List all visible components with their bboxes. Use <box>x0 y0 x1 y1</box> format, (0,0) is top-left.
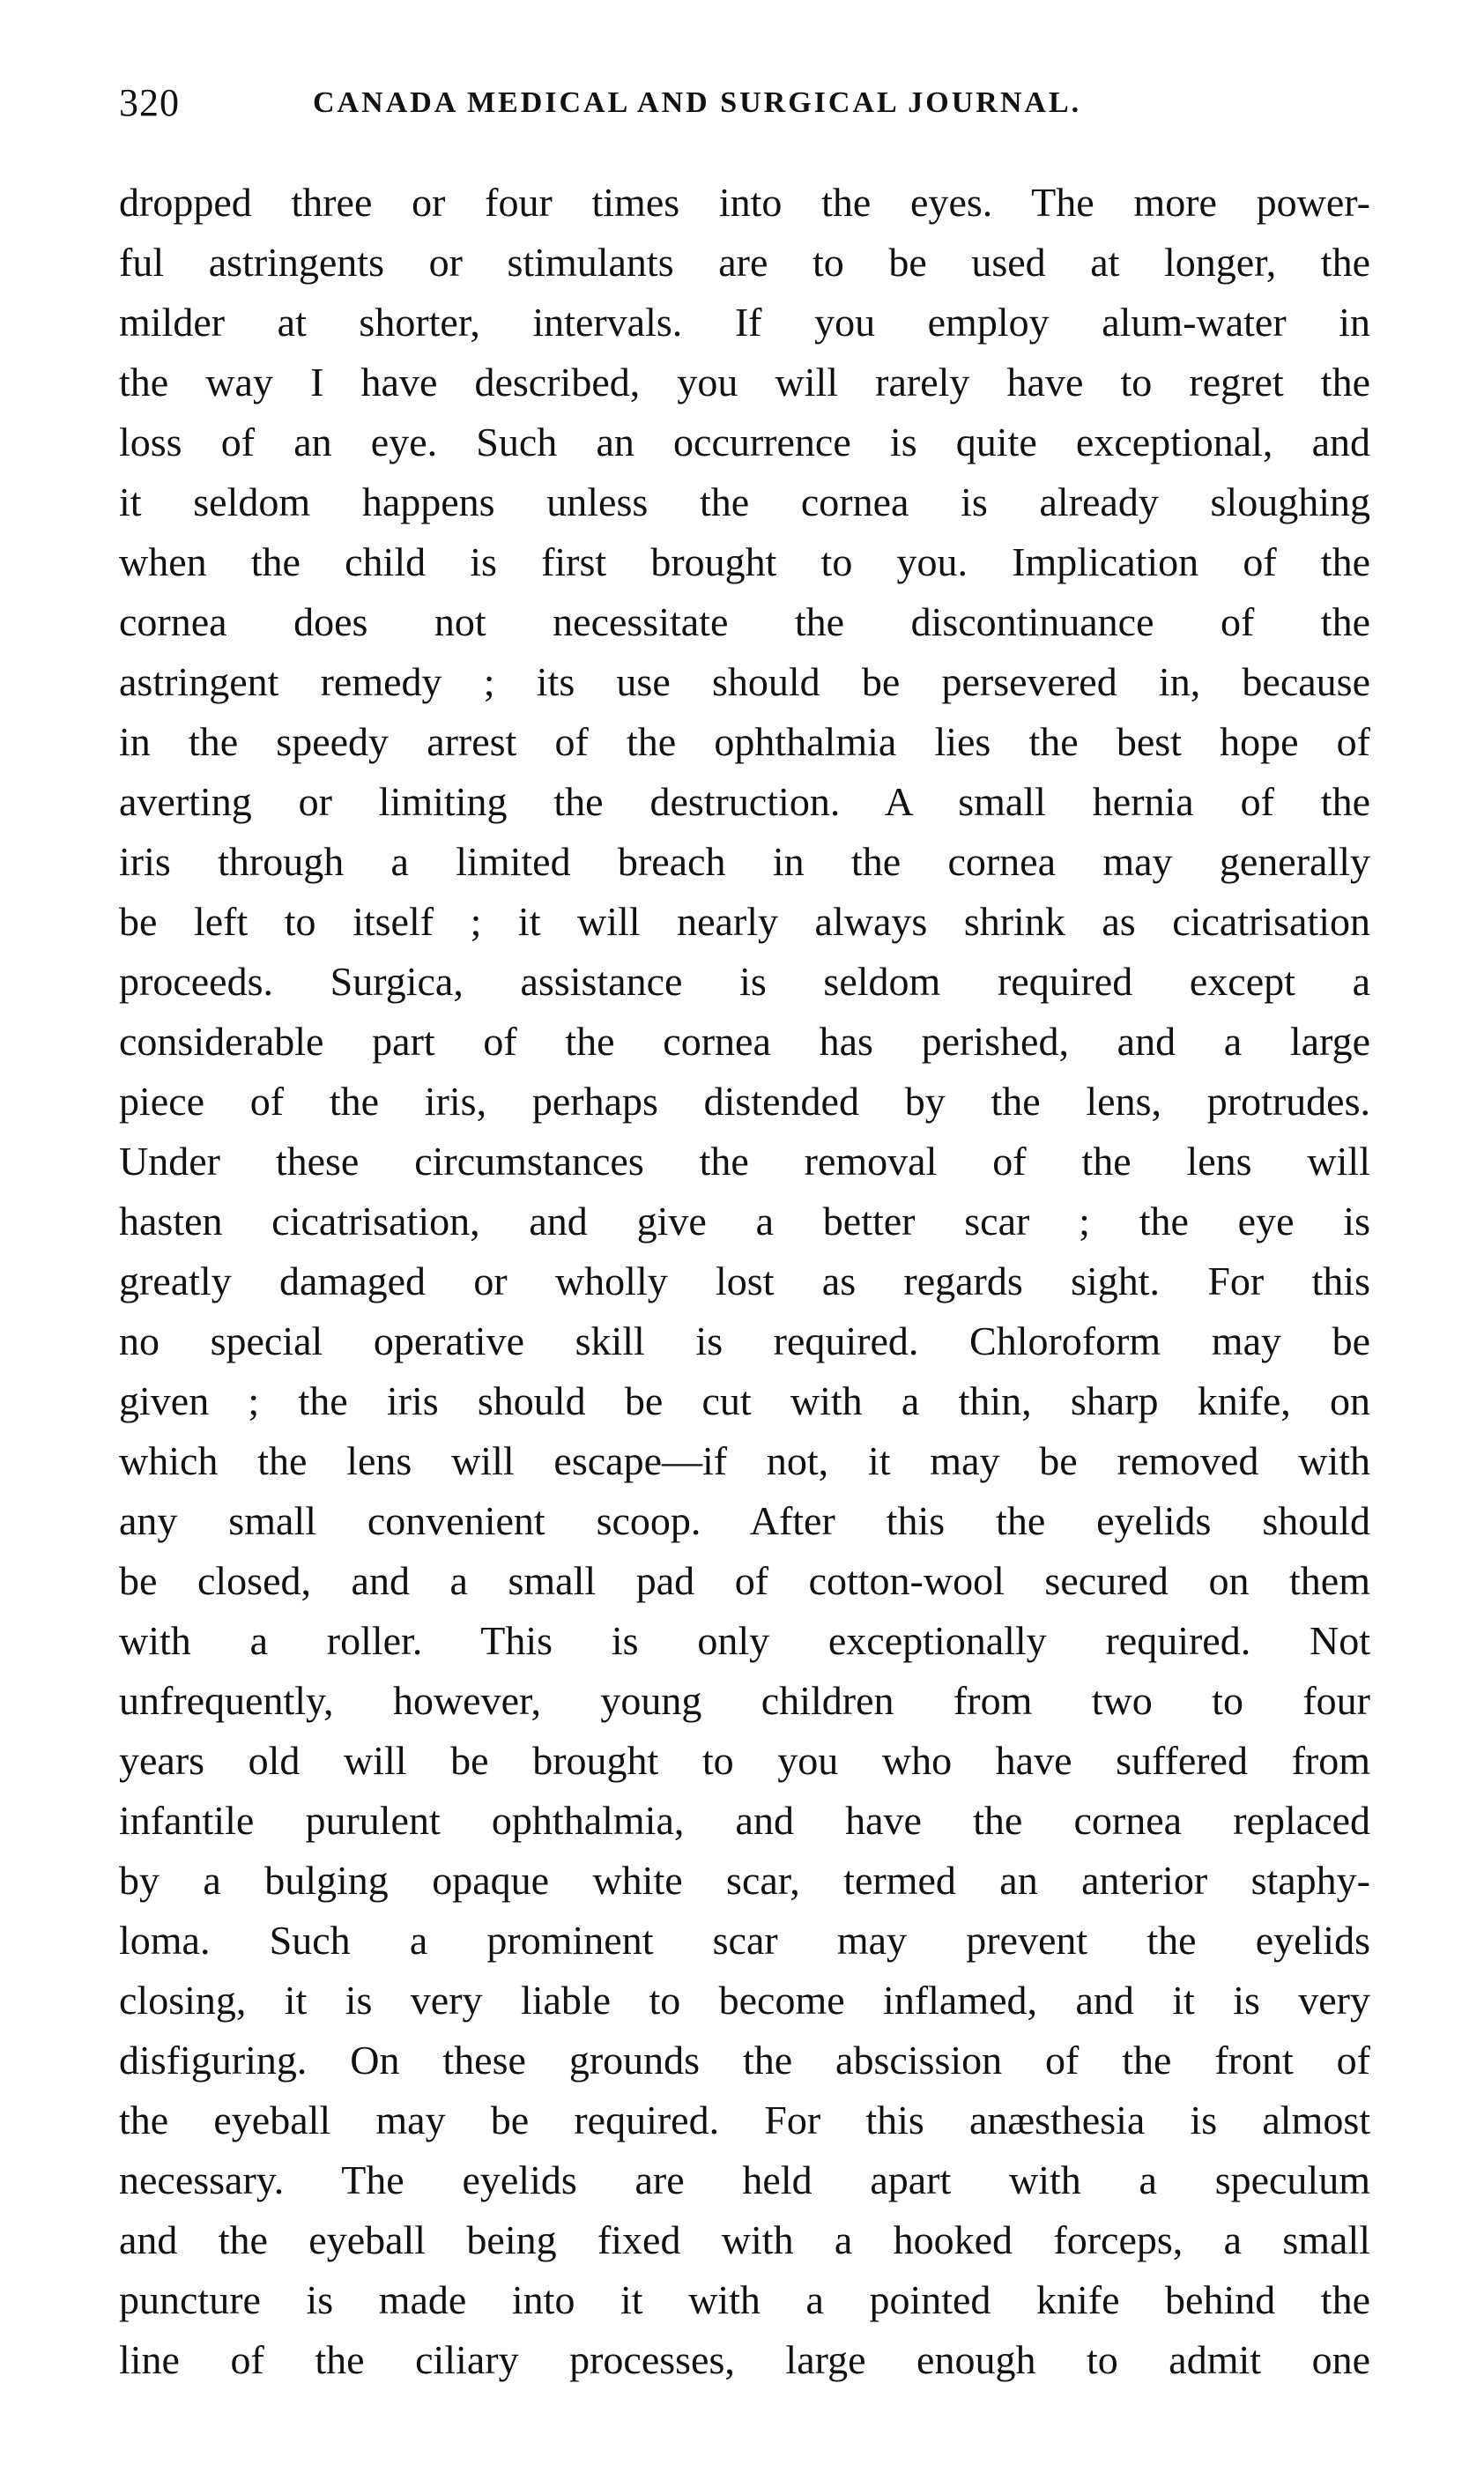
text-line: dropped three or four times into the eyes. The more power- <box>119 180 1370 225</box>
text-line: disfiguring. On these grounds the abscission of the front of <box>119 2038 1370 2083</box>
text-line: Under these circumstances the removal of the lens will <box>119 1139 1370 1184</box>
text-line: given ; the iris should be cut with a thin, sharp knife, on <box>119 1378 1370 1423</box>
text-line: line of the ciliary processes, large enough to admit one <box>119 2337 1370 2382</box>
text-line: averting or limiting the destruction. A small hernia of the <box>119 779 1370 824</box>
text-line: piece of the iris, perhaps distended by the lens, protrudes. <box>119 1079 1370 1124</box>
text-line: be left to itself ; it will nearly always shrink as cicatrisation <box>119 899 1370 944</box>
running-head: CANADA MEDICAL AND SURGICAL JOURNAL. <box>313 86 1082 119</box>
text-line: loma. Such a prominent scar may prevent the eyelids <box>119 1918 1370 1963</box>
text-line: considerable part of the cornea has perished, and a large <box>119 1019 1370 1064</box>
text-line: loss of an eye. Such an occurrence is quite exceptional, and <box>119 420 1370 464</box>
text-line: cornea does not necessitate the discontinuance of the <box>119 599 1370 644</box>
text-line: and the eyeball being fixed with a hooked forceps, a small <box>119 2217 1370 2262</box>
text-line: iris through a limited breach in the cornea may generally <box>119 839 1370 884</box>
text-line: greatly damaged or wholly lost as regards sight. For this <box>119 1259 1370 1303</box>
text-line: proceeds. Surgica, assistance is seldom required except a <box>119 959 1370 1004</box>
text-line: unfrequently, however, young children from two to four <box>119 1678 1370 1723</box>
text-line: hasten cicatrisation, and give a better scar ; the eye is <box>119 1199 1370 1244</box>
text-line: with a roller. This is only exceptionally required. Not <box>119 1618 1370 1663</box>
text-line: the way I have described, you will rarely have to regret the <box>119 360 1370 405</box>
text-line: when the child is first brought to you. Implication of the <box>119 539 1370 584</box>
text-line: milder at shorter, intervals. If you employ alum-water in <box>119 300 1370 345</box>
text-line: no special operative skill is required. Chloroform may be <box>119 1318 1370 1363</box>
text-line: which the lens will escape—if not, it may be removed with <box>119 1438 1370 1483</box>
text-line: closing, it is very liable to become inflamed, and it is very <box>119 1978 1370 2023</box>
text-line: years old will be brought to you who have suffered from <box>119 1738 1370 1783</box>
text-line: astringent remedy ; its use should be persevered in, because <box>119 659 1370 704</box>
text-line: be closed, and a small pad of cotton-wool secured on them <box>119 1558 1370 1603</box>
text-line: puncture is made into it with a pointed knife behind the <box>119 2277 1370 2322</box>
text-line: the eyeball may be required. For this anæsthesia is almost <box>119 2098 1370 2142</box>
body-text <box>119 173 1370 2390</box>
text-line: ful astringents or stimulants are to be used at longer, the <box>119 240 1370 285</box>
page-header <box>119 72 1370 134</box>
text-line: it seldom happens unless the cornea is already sloughing <box>119 479 1370 524</box>
text-line: in the speedy arrest of the ophthalmia lies the best hope of <box>119 719 1370 764</box>
text-line: by a bulging opaque white scar, termed an anterior staphy- <box>119 1858 1370 1903</box>
page-number: 320 <box>119 81 180 124</box>
text-line: necessary. The eyelids are held apart with a speculum <box>119 2157 1370 2202</box>
text-line: any small convenient scoop. After this the eyelids should <box>119 1498 1370 1543</box>
text-line: infantile purulent ophthalmia, and have the cornea replaced <box>119 1798 1370 1843</box>
